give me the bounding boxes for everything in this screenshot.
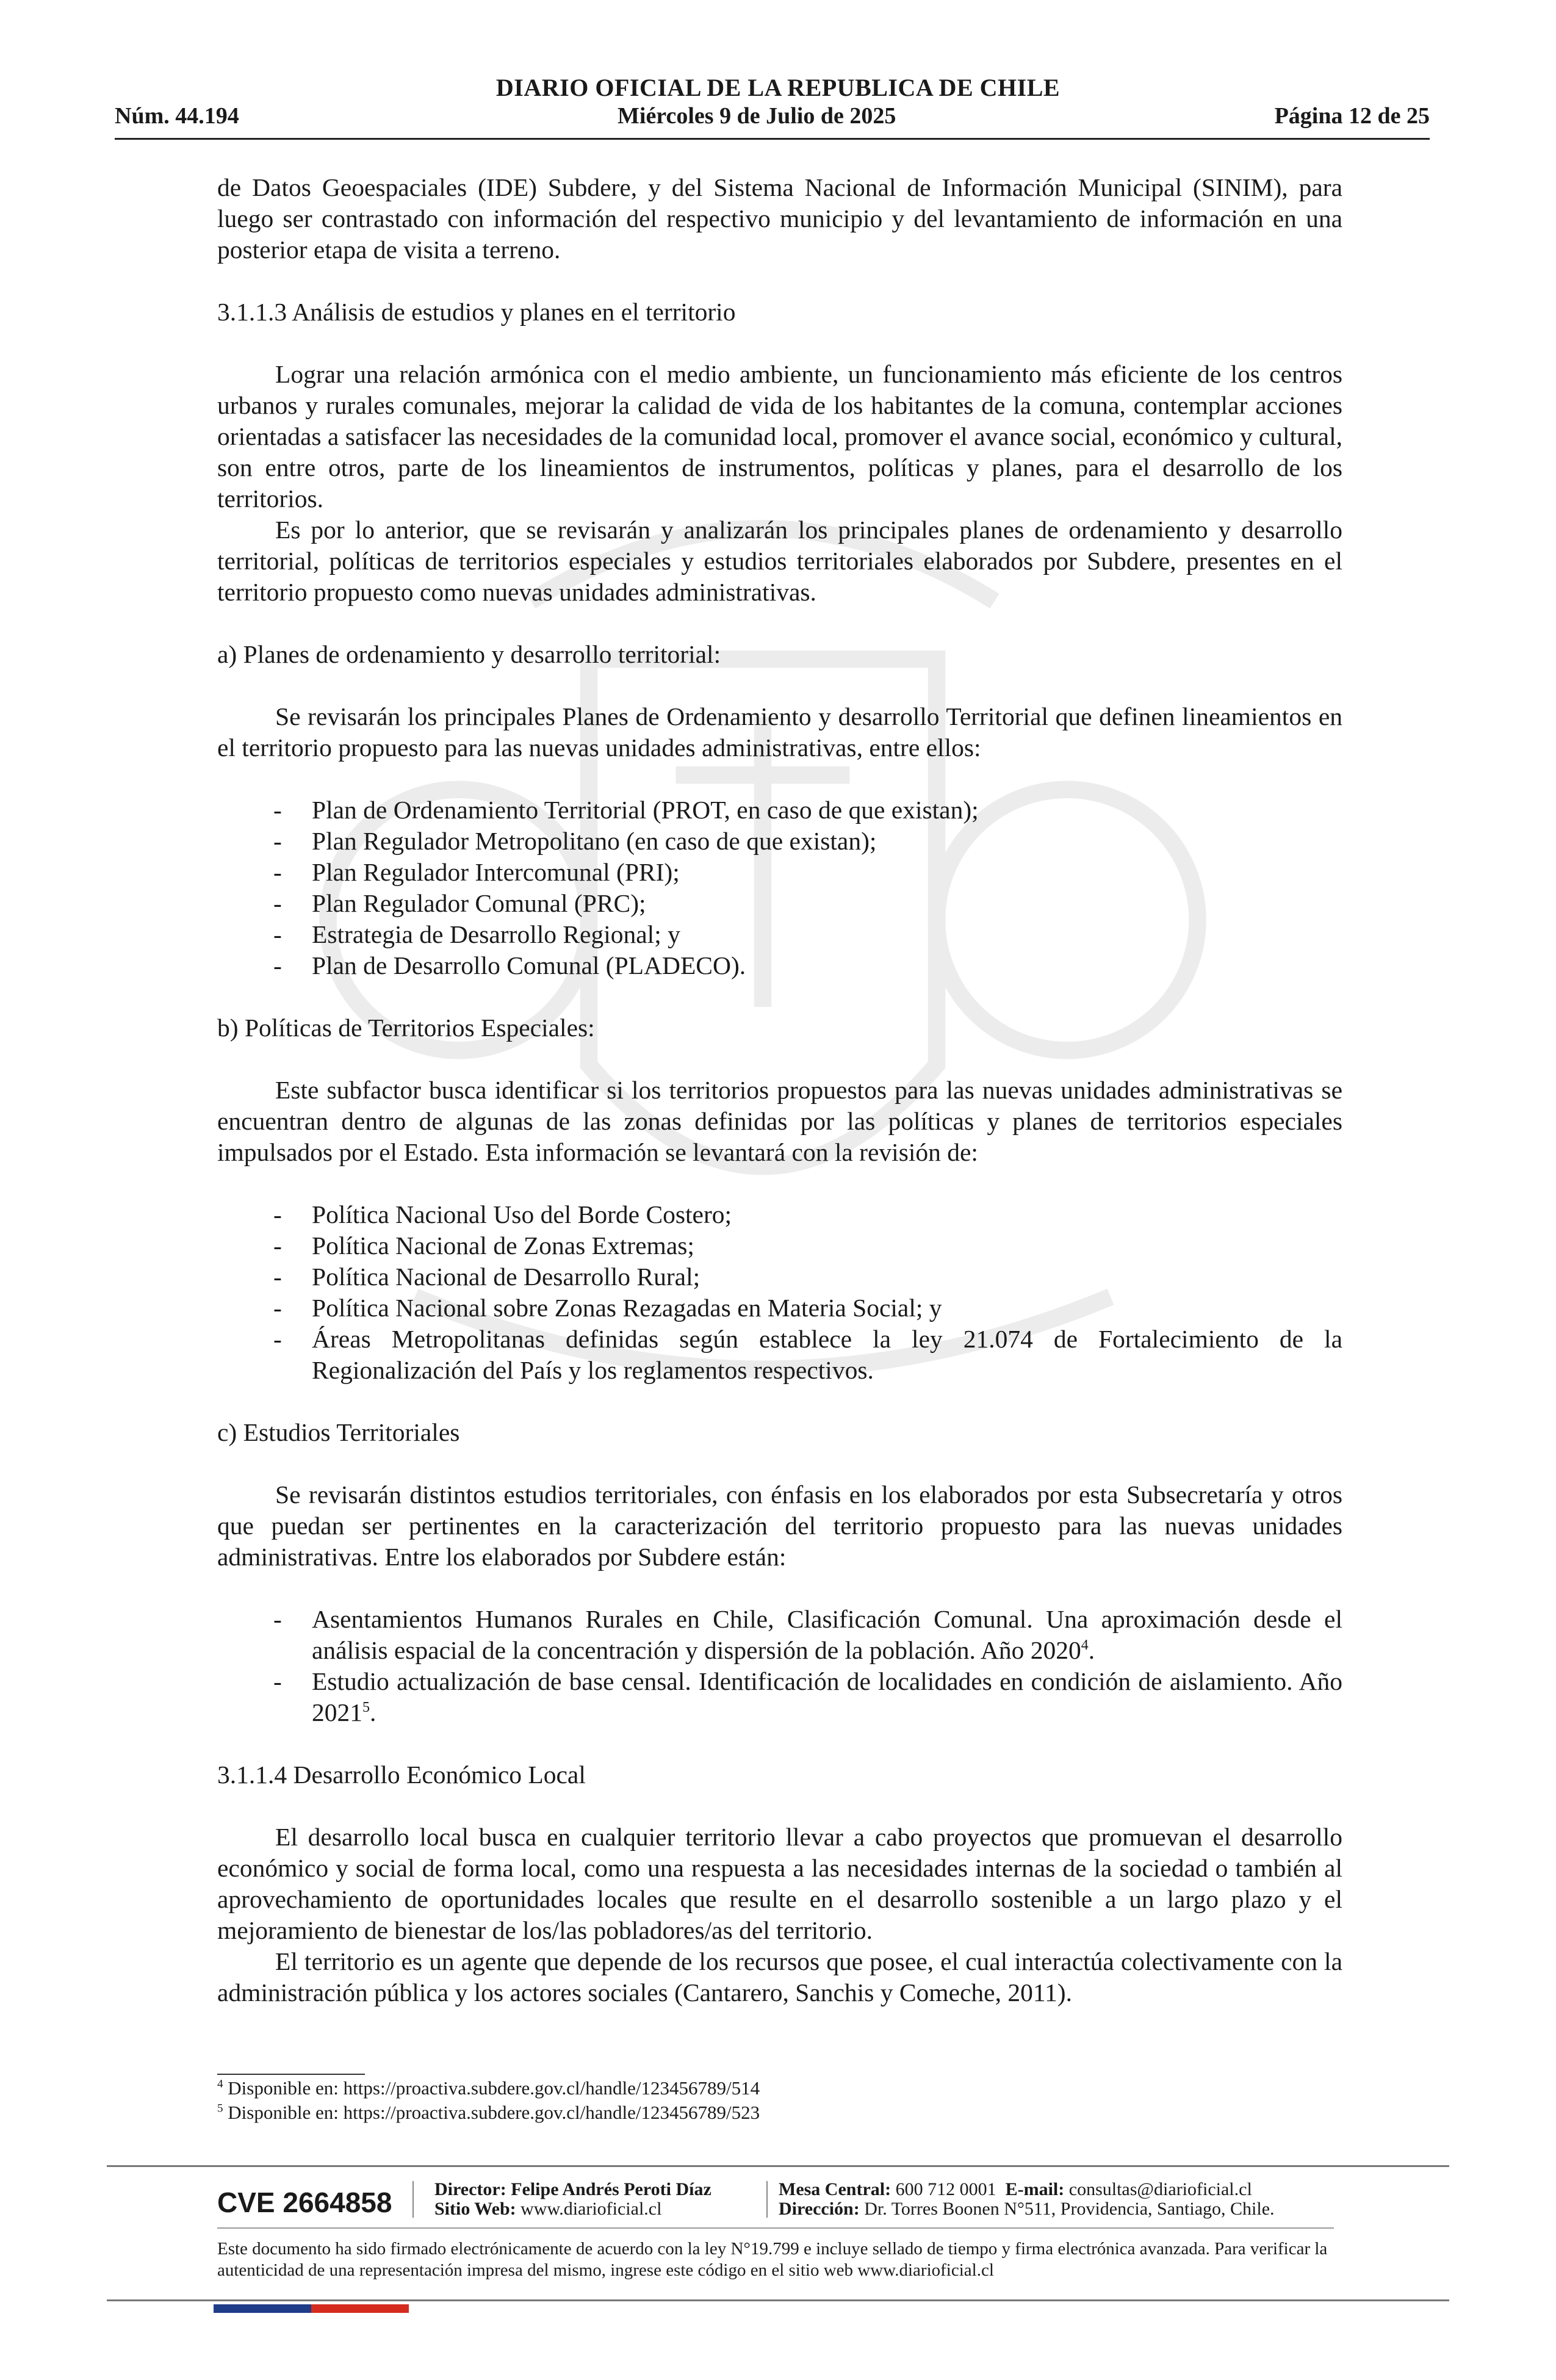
paragraph-c: Se revisarán distintos estudios territoriales, con énfasis en los elaborados por esta Subsecretaría y otros que puedan ser pertinentes en la caracterización del territorio propuesto para las nuevas unidades administrativas. Entre los elaborados por Subdere están:	[217, 1480, 1342, 1571]
footer-separator	[766, 2181, 768, 2218]
footer-director-block: Director: Felipe Andrés Peroti Díaz Sitio Web: www.diarioficial.cl	[434, 2179, 711, 2219]
list-item-text: Asentamientos Humanos Rurales en Chile, Clasificación Comunal. Una aproximación desde el análisis espacial de la concentración y dispersión de la población. Año 2020	[312, 1605, 1342, 1664]
subsection-heading-c: c) Estudios Territoriales	[217, 1418, 460, 1446]
list-studies	[217, 1604, 1342, 1728]
paragraph-desarrollo-local: El desarrollo local busca en cualquier territorio llevar a cabo proyectos que promuevan el desarrollo económico y social de forma local, como una respuesta a las necesidades internas de la sociedad o también al aprovechamiento de oportunidades locales que resulte en el desarrollo sostenible a un largo plazo y el mejoramiento de bienestar de los/las pobladores/as del territorio.	[217, 1823, 1342, 1944]
cve-code: CVE 2664858	[217, 2187, 392, 2218]
address: Dr. Torres Boonen N°511, Providencia, Santiago, Chile.	[864, 2199, 1275, 2219]
subsection-heading-b: b) Políticas de Territorios Especiales:	[217, 1014, 595, 1042]
paragraph-lograr: Lograr una relación armónica con el medio ambiente, un funcionamiento más eficiente de los centros urbanos y rurales comunales, mejorar la calidad de vida de los habitantes de la comuna, contemplar acciones orientadas a satisfacer las necesidades de la comunidad local, promover el avance social, económico y cultural, son entre otros, parte de los lineamientos de instrumentos, políticas y planes, para el desarrollo de los territorios.	[217, 360, 1342, 513]
list-item: - Plan de Ordenamiento Territorial (PROT, en caso de que existan);	[217, 795, 1342, 826]
page-number: Página 12 de 25	[1274, 103, 1430, 129]
list-policies	[217, 1199, 1342, 1386]
footnote-ref: 5	[362, 1700, 370, 1716]
paragraph-intro: de Datos Geoespaciales (IDE) Subdere, y del Sistema Nacional de Información Municipal (SINIM), para luego ser contrastado con información del respectivo municipio y del levantamiento de información en una posterior etapa de visita a terreno.	[217, 173, 1342, 264]
footnotes	[217, 2076, 1316, 2125]
list-item: - Estrategia de Desarrollo Regional; y	[217, 919, 1342, 950]
list-item: - Política Nacional de Zonas Extremas;	[217, 1230, 1342, 1261]
issue-date: Miércoles 9 de Julio de 2025	[618, 103, 896, 129]
list-item-text: Estudio actualización de base censal. Identificación de localidades en condición de aislamiento. Año 2021	[312, 1667, 1342, 1726]
footer-divider-middle	[217, 2227, 1334, 2229]
footer-separator	[412, 2181, 414, 2218]
phone-number: 600 712 0001	[895, 2179, 996, 2199]
director-name: Felipe Andrés Peroti Díaz	[511, 2179, 711, 2199]
paragraph-a: Se revisarán los principales Planes de Ordenamiento y desarrollo Territorial que definen lineamientos en el territorio propuesto para las nuevas unidades administrativas, entre ellos:	[217, 702, 1342, 762]
list-item: - Plan Regulador Metropolitano (en caso de que existan);	[217, 826, 1342, 857]
list-item: - Estudio actualización de base censal. Identificación de localidades en condición de aislamiento. Año 2021$^5$.	[217, 1666, 1342, 1728]
list-item: - Política Nacional sobre Zonas Rezagadas en Materia Social; y	[217, 1293, 1342, 1324]
website-link[interactable]: www.diarioficial.cl	[520, 2199, 662, 2219]
footnote-4: $^4$ Disponible en: https://proactiva.subdere.gov.cl/handle/123456789/514	[217, 2077, 760, 2099]
header-divider	[115, 138, 1430, 140]
issue-number: Núm. 44.194	[115, 103, 239, 129]
footer-divider-top	[107, 2165, 1449, 2167]
footnote-5: $^5$ Disponible en: https://proactiva.subdere.gov.cl/handle/123456789/523	[217, 2102, 760, 2123]
document-body	[217, 172, 1342, 2008]
header-row	[115, 103, 1430, 129]
footnote-divider	[217, 2074, 365, 2075]
subsection-heading-a: a) Planes de ordenamiento y desarrollo territorial:	[217, 640, 721, 668]
list-item: - Plan de Desarrollo Comunal (PLADECO).	[217, 950, 1342, 981]
list-item: - Política Nacional Uso del Borde Costero;	[217, 1199, 1342, 1230]
paragraph-es-por: Es por lo anterior, que se revisarán y analizarán los principales planes de ordenamiento y desarrollo territorial, políticas de territorios especiales y estudios territoriales elaborados por Subdere, presentes en el territorio propuesto como nuevas unidades administrativas.	[217, 516, 1342, 606]
footer-bar	[217, 2179, 1346, 2221]
footer-contact-block: Mesa Central: 600 712 0001 E-mail: consultas@diarioficial.cl Dirección: Dr. Torres Boonen N°511, Providencia, Santiago, Chile.	[779, 2179, 1275, 2219]
section-heading-3113: 3.1.1.3 Análisis de estudios y planes en el territorio	[217, 298, 736, 326]
list-item: - Política Nacional de Desarrollo Rural;	[217, 1261, 1342, 1293]
list-item: - Plan Regulador Comunal (PRC);	[217, 888, 1342, 919]
list-item: - Plan Regulador Intercomunal (PRI);	[217, 857, 1342, 888]
list-item: - Asentamientos Humanos Rurales en Chile, Clasificación Comunal. Una aproximación desde el análisis espacial de la concentración y dispersión de la población. Año 2020$^4$.	[217, 1604, 1342, 1666]
journal-title: DIARIO OFICIAL DE LA REPUBLICA DE CHILE	[495, 74, 1061, 101]
footer-divider-bottom	[107, 2299, 1449, 2301]
list-plans	[217, 795, 1342, 981]
flag-stripe-blue	[214, 2304, 311, 2313]
legal-notice: Este documento ha sido firmado electrónicamente de acuerdo con la ley N°19.799 e incluye sellado de tiempo y firma electrónica avanzada. Para verificar la autenticidad de una representación impresa del mismo, ingrese este código en el sitio web www.diarioficial.cl	[217, 2239, 1328, 2280]
flag-stripe-red	[311, 2304, 409, 2313]
footnote-ref: 4	[1081, 1637, 1089, 1654]
email-link[interactable]: consultas@diarioficial.cl	[1068, 2179, 1252, 2199]
paragraph-territorio: El territorio es un agente que depende de los recursos que posee, el cual interactúa colectivamente con la administración pública y los actores sociales (Cantarero, Sanchis y Comeche, 2011).	[217, 1947, 1342, 2007]
section-heading-3114: 3.1.1.4 Desarrollo Económico Local	[217, 1761, 586, 1789]
paragraph-b: Este subfactor busca identificar si los territorios propuestos para las nuevas unidades administrativas se encuentran dentro de algunas de las zonas definidas por las políticas y planes de territorios especiales impulsados por el Estado. Esta información se levantará con la revisión de:	[217, 1076, 1342, 1166]
list-item: - Áreas Metropolitanas definidas según establece la ley 21.074 de Fortalecimiento de la Regionalización del País y los reglamentos respectivos.	[217, 1324, 1342, 1386]
